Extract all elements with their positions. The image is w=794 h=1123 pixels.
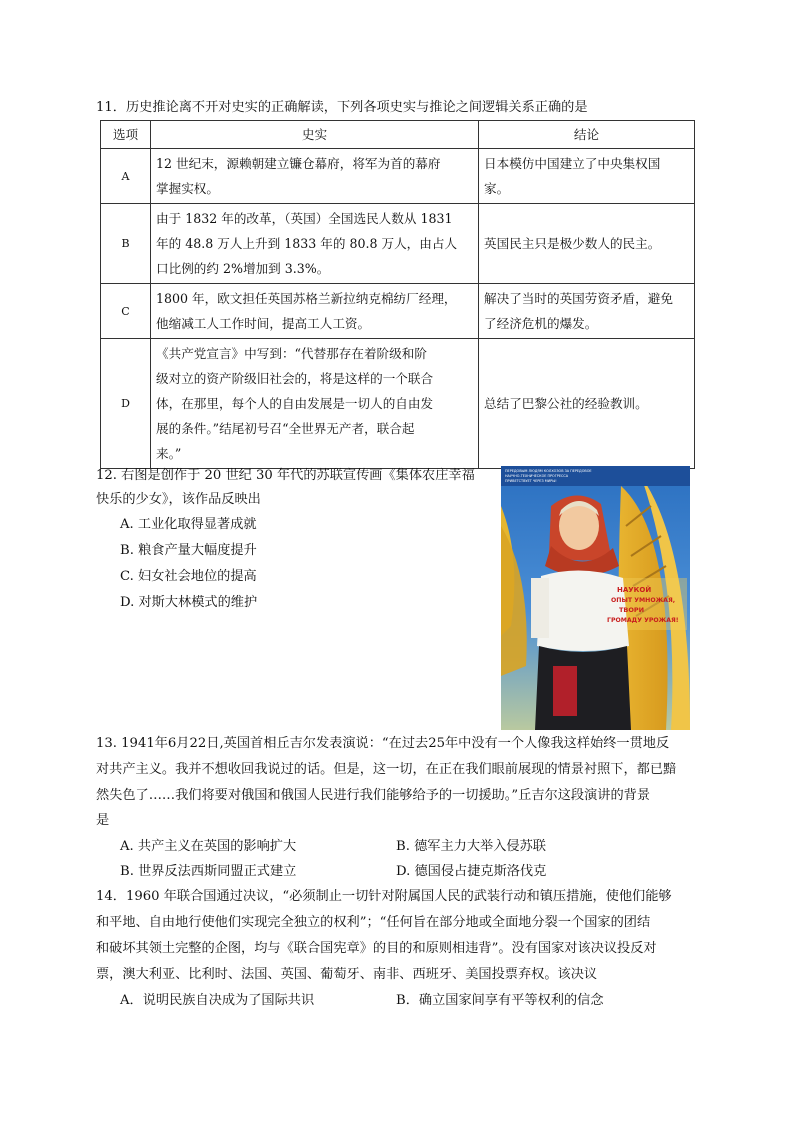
fact-line: 12 世纪末，源赖朝建立镰仓幕府，将军为首的幕府 (156, 156, 441, 171)
fact-line: 展的条件。”结尾初号召“全世界无产者，联合起 (156, 421, 415, 436)
row-option: C (101, 284, 151, 339)
fact-line: 体，在那里，每个人的自由发展是一切人的自由发 (156, 396, 434, 411)
fact-line: 《共产党宣言》中写到：“代替那存在着阶级和阶 (156, 346, 427, 361)
q12-stem-line-1: 12. 右图是创作于 20 世纪 30 年代的苏联宣传画《集体农庄幸福 (96, 468, 475, 483)
row-option: B (101, 204, 151, 284)
q13-option-b: B. 德军主力大举入侵苏联 (396, 839, 546, 854)
fact-line: 1800 年，欧文担任英国苏格兰新拉纳克棉纺厂经理， (156, 291, 457, 306)
q13-stem-line-2: 对共产主义。我并不想收回我说过的话。但是，这一切，在正在我们眼前展现的情景衬照下，都已黯 (96, 762, 677, 777)
fact-line: 口比例的约 2%增加到 3.3%。 (156, 261, 330, 276)
conclusion-line: 总结了巴黎公社的经验教训。 (484, 396, 648, 411)
row-conclusion (479, 149, 695, 204)
q13-stem-line-1: 13. 1941年6月22日,英国首相丘吉尔发表演说：“在过去25年中没有一个人像我这样始终一贯地反 (96, 736, 670, 751)
poster-top-text-3: ПРИВЕТСТВУЕТ ЧЕРЕЗ МИРЫ! (505, 479, 557, 483)
q14-option-a: A．说明民族自决成为了国际共识 (120, 993, 315, 1008)
fact-line: 由于 1832 年的改革，（英国）全国选民人数从 1831 (156, 211, 453, 226)
table-row-a (101, 149, 695, 204)
fact-line: 来。” (156, 446, 182, 461)
q14-stem-line-2: 和平地、自由地行使他们实现完全独立的权利”；“任何旨在部分地或全面地分裂一个国家的团结 (96, 915, 651, 930)
row-option: D (101, 339, 151, 469)
poster-top-text-1: ПЕРЕДОВЫМ ЛЮДЯМ КОЛХОЗОВ ЗА ПЕРЕДОВОЕ (505, 469, 592, 473)
q13-stem-line-3: 然失色了……我们将要对俄国和俄国人民进行我们能够给予的一切援助。”丘吉尔这段演讲的背景 (96, 788, 651, 803)
q14-option-b: B．确立国家间享有平等权利的信念 (396, 993, 604, 1008)
q12-option-a: A. 工业化取得显著成就 (120, 517, 257, 532)
row-fact (151, 284, 479, 339)
soviet-poster-image (501, 466, 690, 730)
poster-slogan-4: ГРОМАДУ УРОЖАЯ! (607, 617, 679, 624)
q13-option-c: B. 世界反法西斯同盟正式建立 (120, 864, 297, 879)
conclusion-line: 了经济危机的爆发。 (484, 316, 598, 331)
q13-option-a: A. 共产主义在英国的影响扩大 (120, 839, 297, 854)
q14-stem-line-4: 票，澳大利亚、比利时、法国、英国、葡萄牙、南非、西班牙、美国投票弃权。该决议 (96, 967, 598, 982)
table-row-c (101, 284, 695, 339)
row-fact (151, 339, 479, 469)
table-row-d (101, 339, 695, 469)
q13-option-d: D. 德国侵占捷克斯洛伐克 (396, 864, 547, 879)
header-option: 选项 (101, 121, 151, 149)
poster-slogan-1: НАУКОЙ (617, 586, 652, 594)
row-option: A (101, 149, 151, 204)
header-fact: 史实 (151, 121, 479, 149)
row-conclusion (479, 284, 695, 339)
conclusion-line: 解决了当时的英国劳资矛盾，避免 (484, 291, 673, 306)
poster-slogan-2: ОПЫТ УМНОЖАЯ, (611, 597, 676, 604)
poster-slogan-3: ТВОРИ (619, 606, 645, 614)
q11-stem: 11．历史推论离不开对史实的正确解读，下列各项史实与推论之间逻辑关系正确的是 (96, 100, 588, 115)
fact-line: 他缩减工人工作时间，提高工人工资。 (156, 316, 371, 331)
fact-line: 级对立的资产阶级旧社会的，将是这样的一个联合 (156, 371, 434, 386)
row-fact (151, 204, 479, 284)
q12-option-b: B. 粮食产量大幅度提升 (120, 543, 257, 558)
table-header-row (101, 121, 695, 149)
table-row-b (101, 204, 695, 284)
poster-top-text-2: НАУЧНО-ТЕХНИЧЕСКОЕ ПРОГРЕССА (505, 474, 569, 478)
q14-stem-line-1: 14．1960 年联合国通过决议，“必须制止一切针对附属国人民的武装行动和镇压措施，使他们能够 (96, 889, 672, 904)
header-conclusion: 结论 (479, 121, 695, 149)
q11-table (100, 120, 695, 469)
q13-stem-line-4: 是 (96, 813, 110, 828)
row-conclusion (479, 204, 695, 284)
q14-stem-line-3: 和破坏其领土完整的企图，均与《联合国宪章》的目的和原则相违背”。没有国家对该决议投反对 (96, 941, 657, 956)
row-fact (151, 149, 479, 204)
conclusion-line: 英国民主只是极少数人的民主。 (484, 236, 661, 251)
q12-option-c: C. 妇女社会地位的提高 (120, 569, 257, 584)
fact-line: 年的 48.8 万人上升到 1833 年的 80.8 万人，由占人 (156, 236, 458, 251)
conclusion-line: 家。 (484, 181, 510, 196)
conclusion-line: 日本模仿中国建立了中央集权国 (484, 156, 661, 171)
fact-line: 掌握实权。 (156, 181, 219, 196)
q12-stem-line-2: 快乐的少女》，该作品反映出 (96, 492, 261, 507)
q12-option-d: D. 对斯大林模式的维护 (120, 595, 258, 610)
row-conclusion (479, 339, 695, 469)
